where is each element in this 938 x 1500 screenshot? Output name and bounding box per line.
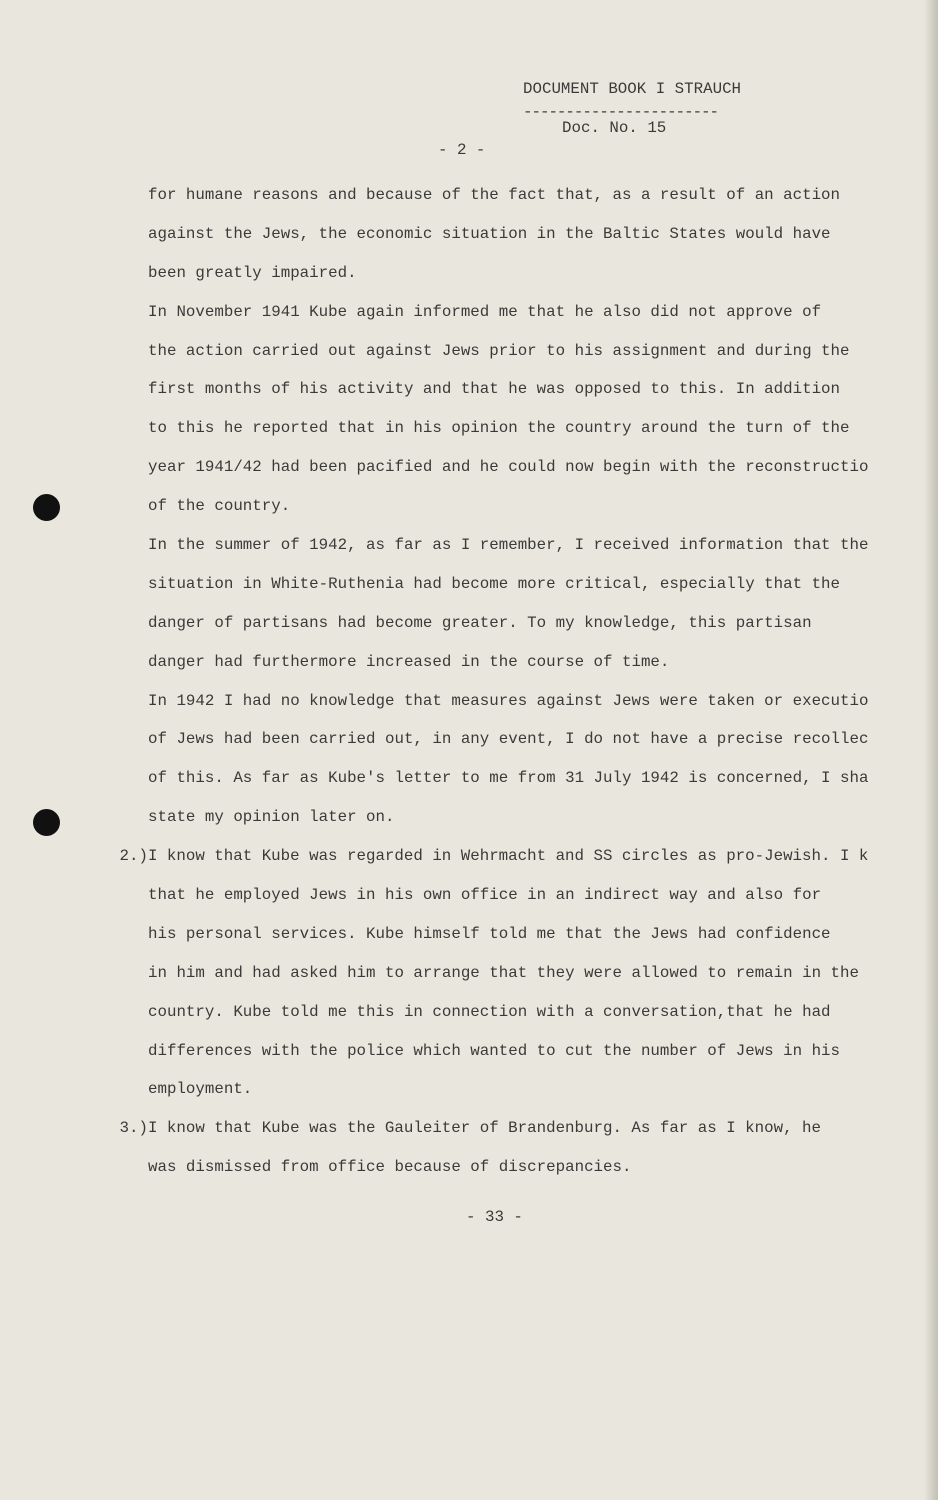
document-title: DOCUMENT BOOK I STRAUCH — [523, 80, 742, 98]
text-line: In the summer of 1942, as far as I remember, I received information that the — [148, 536, 869, 555]
text-line: differences with the police which wanted to cut the number of Jews in his — [148, 1041, 841, 1060]
text-line: of Jews had been carried out, in any event, I do not have a precise recollec — [148, 730, 869, 749]
text-line: for humane reasons and because of the fact that, as a result of an action — [148, 186, 841, 204]
text-line: in him and had asked him to arrange that they were allowed to remain in the — [148, 963, 859, 982]
text-line: to this he reported that in his opinion the country around the turn of the — [148, 419, 850, 438]
text-line: year 1941/42 had been pacified and he could now begin with the reconstructio — [148, 458, 869, 477]
text-line: of the country. — [148, 497, 291, 516]
text-line: danger of partisans had become greater. To my knowledge, this partisan — [148, 613, 812, 632]
numbered-item-3: 3.)I know that Kube was the Gauleiter of Brandenburg. As far as I know, he — [119, 1119, 821, 1138]
text-line: against the Jews, the economic situation in the Baltic States would have — [148, 224, 831, 243]
text-line: of this. As far as Kube's letter to me from 31 July 1942 is concerned, I sha — [148, 769, 869, 788]
text-line: employment. — [148, 1080, 253, 1099]
text-line: the action carried out against Jews prior to his assignment and during the — [148, 341, 850, 360]
text-line: In November 1941 Kube again informed me that he also did not approve of — [148, 302, 822, 321]
title-underline: ----------------------- — [523, 103, 719, 121]
page-number: - 33 - — [466, 1208, 523, 1226]
text-line: situation in White-Ruthenia had become more critical, especially that the — [148, 574, 841, 593]
text-line: danger had furthermore increased in the course of time. — [148, 652, 670, 671]
text-line: In 1942 I had no knowledge that measures against Jews were taken or executio — [148, 691, 869, 710]
page-marker: - 2 - — [438, 141, 486, 159]
numbered-item-2: 2.)I know that Kube was regarded in Wehrmacht and SS circles as pro-Jewish. I k — [119, 847, 869, 866]
document-body — [119, 176, 938, 1187]
text-line: that he employed Jews in his own office in an indirect way and also for — [148, 886, 822, 905]
doc-number: Doc. No. 15 — [562, 119, 667, 137]
text-line: was dismissed from office because of discrepancies. — [148, 1158, 632, 1177]
text-line: country. Kube told me this in connection with a conversation,that he had — [148, 1002, 831, 1021]
punch-hole — [33, 494, 60, 521]
text-line: state my opinion later on. — [148, 808, 395, 827]
text-line: been greatly impaired. — [148, 263, 357, 282]
text-line: his personal services. Kube himself told me that the Jews had confidence — [148, 924, 831, 943]
text-line: first months of his activity and that he was opposed to this. In addition — [148, 380, 841, 399]
punch-hole — [33, 809, 60, 836]
